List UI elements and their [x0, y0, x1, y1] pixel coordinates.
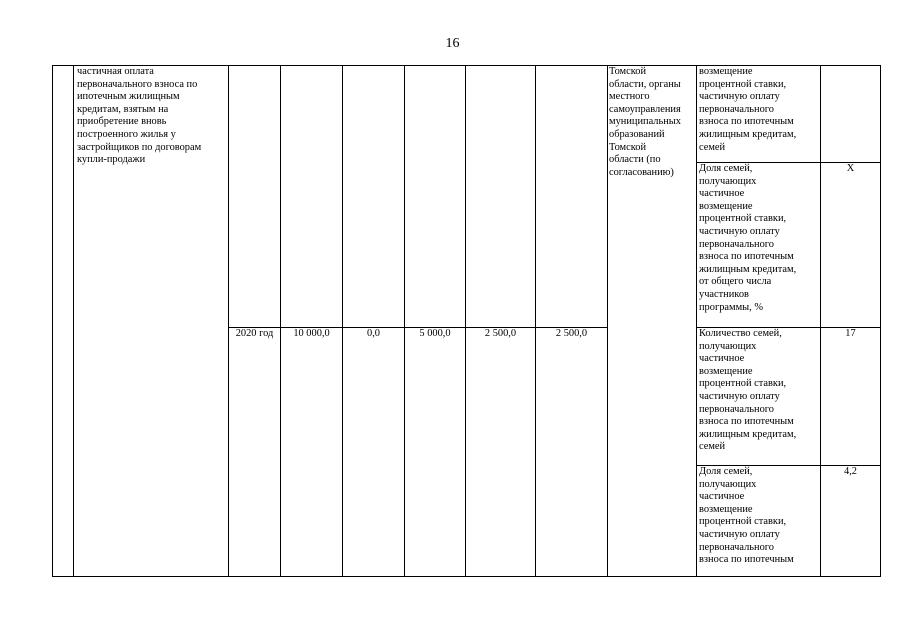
col-border: [342, 65, 343, 577]
extra-cell: 2 500,0: [555, 328, 588, 339]
indicator-value: 17: [845, 328, 856, 339]
indicator-name: Доля семей, получающих частичное возмещение процентной ставки, частичную оплату первоначального взноса по ипотечным жилищным кредитам, от общего числа участников программы, %: [699, 163, 797, 313]
regional-cell: 5 000,0: [419, 328, 451, 339]
page-number: 16: [445, 36, 460, 51]
indicator-value: 4,2: [844, 466, 857, 477]
col-border: [607, 65, 608, 577]
col-border: [465, 65, 466, 577]
indicator-name: возмещение процентной ставки, частичную оплату первоначального взноса по ипотечным жилищным кредитам, семей: [699, 66, 797, 153]
event-description: частичная оплата первоначального взноса по ипотечным жилищным кредитам, взятым на приобретение вновь построенного жилья у застройщиков по договорам купли-продажи: [77, 66, 202, 166]
col-border: [52, 65, 53, 577]
col-border: [880, 65, 881, 577]
year-cell: 2020 год: [235, 328, 274, 339]
table-bottom-border: [52, 576, 881, 577]
indicator-name: Доля семей, получающих частичное возмещение процентной ставки, частичную оплату первоначального взноса по ипотечным: [699, 466, 794, 566]
col-border: [696, 65, 697, 577]
col-border: [280, 65, 281, 577]
indicator-value: Х: [846, 163, 855, 174]
total-cell: 10 000,0: [293, 328, 330, 339]
federal-cell: 0,0: [367, 328, 380, 339]
col-border: [73, 65, 74, 577]
indicator-name: Количество семей, получающих частичное возмещение процентной ставки, частичную оплату первоначального взноса по ипотечным жилищным кредитам, семей: [699, 328, 797, 453]
local-cell: 2 500,0: [484, 328, 517, 339]
col-border: [228, 65, 229, 577]
col-border: [535, 65, 536, 577]
executor-cell: Томской области, органы местного самоуправления муниципальных образований Томской области (по согласованию): [609, 66, 681, 178]
col-border: [404, 65, 405, 577]
col-border: [820, 65, 821, 577]
